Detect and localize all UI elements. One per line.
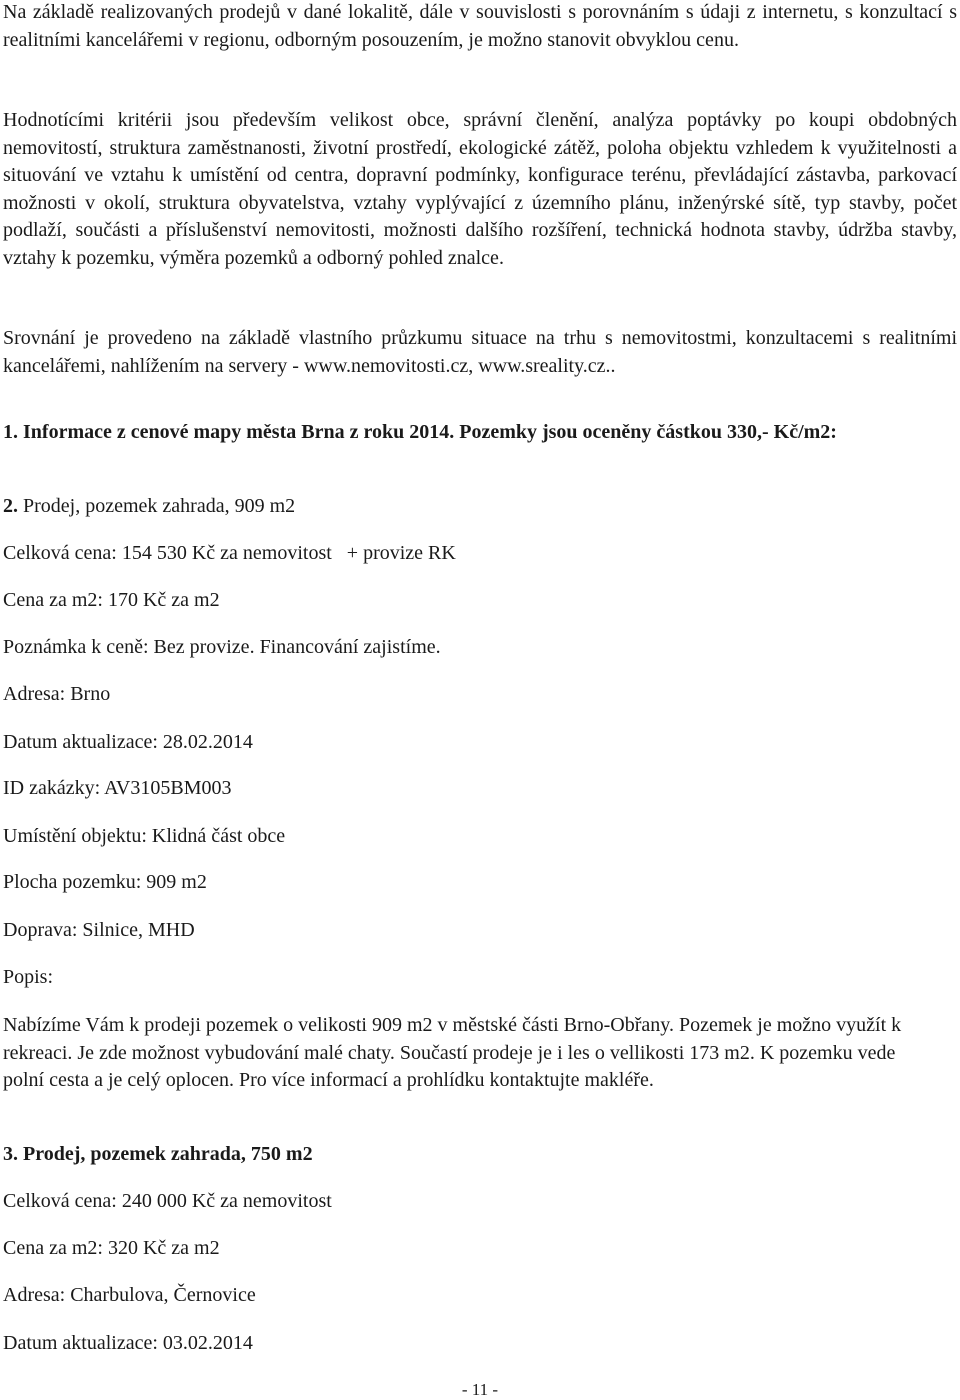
comparison-paragraph: Srovnání je provedeno na základě vlastního průzkumu situace na trhu s nemovitostmi, konzultacemi s realitními kancelářemi, nahlížením na servery - www.nemovitosti.cz, www.sreality.cz.. [3, 327, 957, 377]
item2-description-label: Popis: [3, 966, 54, 988]
item2-number: 2. [3, 495, 18, 517]
item2-description: Nabízíme Vám k prodeji pozemek o velikosti 909 m2 v městské části Brno-Obřany. Pozemek je možno využít k rekreaci. Je zde možnost vybudování malé chaty. Součastí prodeje je i les o vellikosti 173 m2. K pozemku vede polní cesta a je celý oplocen. Pro více informací a prohlídku kontaktujte makléře. [3, 1014, 902, 1091]
item2-address: Adresa: Brno [3, 683, 111, 705]
item2-location: Umístění objektu: Klidná část obce [3, 825, 286, 847]
item3-address: Adresa: Charbulova, Černovice [3, 1284, 256, 1306]
item2-heading [3, 493, 295, 520]
item2-title: Prodej, pozemek zahrada, 909 m2 [23, 495, 296, 517]
item2-note: Poznámka k ceně: Bez provize. Financování zajistíme. [3, 636, 441, 658]
item3-heading: 3. Prodej, pozemek zahrada, 750 m2 [3, 1143, 313, 1165]
item3-updated: Datum aktualizace: 03.02.2014 [3, 1332, 253, 1354]
item2-area: Plocha pozemku: 909 m2 [3, 871, 207, 893]
item2-price: Celková cena: 154 530 Kč za nemovitost + provize RK [3, 542, 456, 564]
item3-price: Celková cena: 240 000 Kč za nemovitost [3, 1190, 332, 1212]
item2-id: ID zakázky: AV3105BM003 [3, 777, 232, 799]
item1-heading: 1. Informace z cenové mapy města Brna z roku 2014. Pozemky jsou oceněny částkou 330,- Kč/m2: [3, 421, 837, 443]
item2-price-m2: Cena za m2: 170 Kč za m2 [3, 589, 220, 611]
item3-price-m2: Cena za m2: 320 Kč za m2 [3, 1237, 220, 1259]
item2-transport: Doprava: Silnice, MHD [3, 919, 195, 941]
intro-paragraph: Na základě realizovaných prodejů v dané lokalitě, dále v souvislosti s porovnáním s údaji z internetu, s konzultací s realitními kancelářemi v regionu, odborným posouzením, je možno stanovit obvyklou cenu. [3, 1, 957, 51]
criteria-paragraph: Hodnotícími kritérii jsou především velikost obce, správní členění, analýza poptávky po koupi obdobných nemovitostí, struktura zaměstnanosti, životní prostředí, ekologické zátěž, poloha objektu vzhledem k využitelnosti a situování ve vztahu k umístění od centra, dopravní podmínky, konfigurace terénu, převládající zástavba, parkovací možnosti v okolí, struktura obyvatelstva, vztahy vyplývající z územního plánu, inženýrské sítě, typ stavby, počet podlaží, součásti a příslušenství nemovitosti, možnosti dalšího rozšíření, technická hodnota stavby, údržba stavby, vztahy k pozemku, výměra pozemků a odborný pohled znalce. [3, 109, 957, 269]
item2-updated: Datum aktualizace: 28.02.2014 [3, 731, 253, 753]
page-number: - 11 - [461, 1380, 499, 1399]
